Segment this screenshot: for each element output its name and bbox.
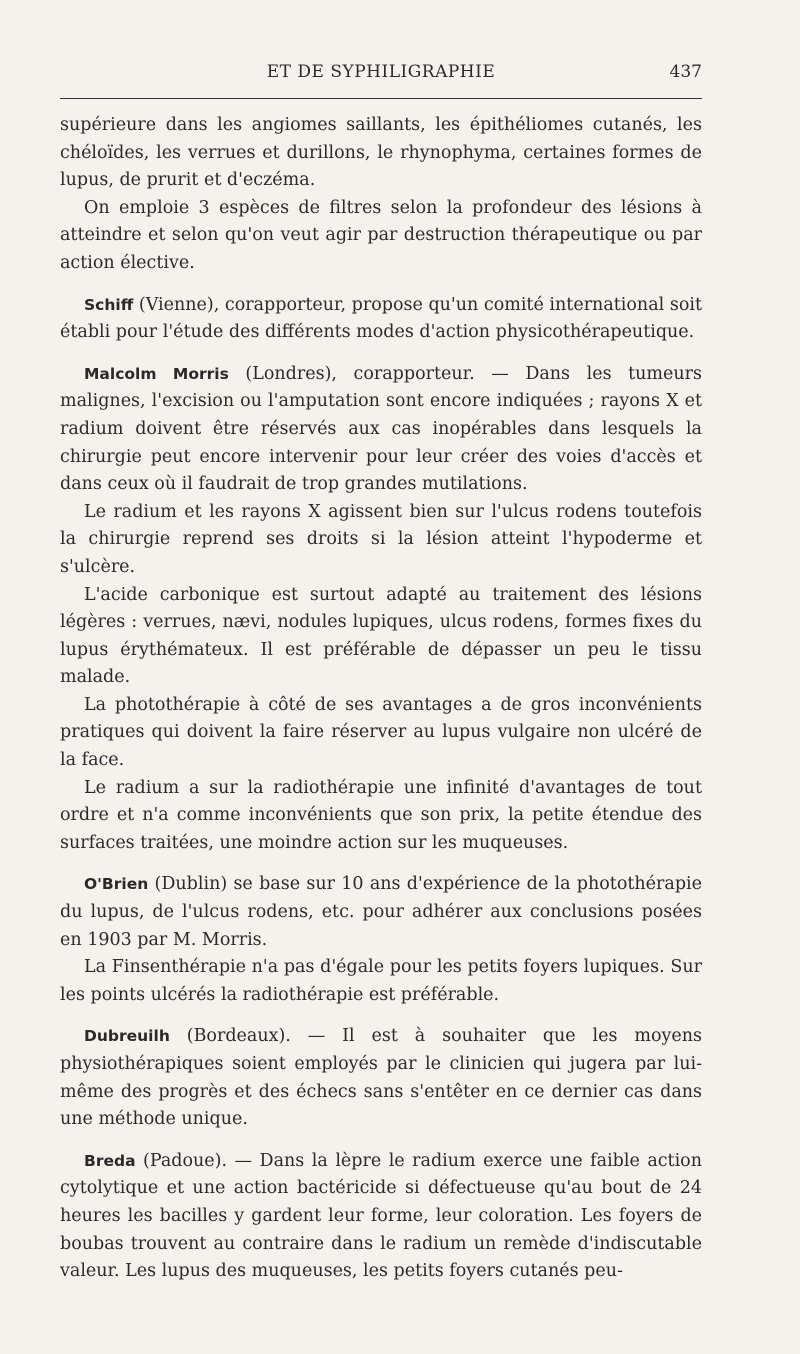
paragraph: L'acide carbonique est surtout adapté au traitement des lésions légères : verrues, nævi, nodules lupiques, ulcus rodens, formes fixes du lupus érythémateux. Il est préférable de dépasser un peu le tissu malade. bbox=[60, 584, 702, 688]
page-number: 437 bbox=[669, 62, 702, 82]
body-text bbox=[60, 112, 702, 1286]
speaker-name: Breda bbox=[84, 1151, 136, 1170]
speaker-name: Malcolm Morris bbox=[84, 364, 229, 383]
paragraph: Malcolm Morris (Londres), corapporteur. — Dans les tumeurs malignes, l'excision ou l'amputation sont encore indiquées ; rayons X et radium doivent être réservés aux cas inopérables dans lesquels la chirurgie peut encore intervenir pour leur créer des voies d'accès et dans ceux où il faudrait de trop grandes mutilations. bbox=[60, 363, 703, 495]
paragraph: supérieure dans les angiomes saillants, les épithéliomes cutanés, les chéloïdes, les verrues et durillons, le rhynophyma, certaines formes de lupus, de prurit et d'eczéma. bbox=[60, 115, 702, 191]
speaker-name: Schiff bbox=[84, 295, 134, 314]
paragraph: O'Brien (Dublin) se base sur 10 ans d'expérience de la photothérapie du lupus, de l'ulcus rodens, etc. pour adhérer aux conclusions posées en 1903 par M. Morris. bbox=[60, 874, 702, 950]
paragraph: La photothérapie à côté de ses avantages a de gros inconvénients pratiques qui doivent la faire réserver au lupus vulgaire non ulcéré de la face. bbox=[60, 694, 702, 771]
paragraph: Schiff (Vienne), corapporteur, propose qu'un comité international soit établi pour l'étude des différents modes d'action physicothérapeutique. bbox=[60, 294, 702, 343]
paragraph: La Finsenthérapie n'a pas d'égale pour les petits foyers lupiques. Sur les points ulcérés la radiothérapie est préférable. bbox=[60, 957, 702, 1005]
header-rule bbox=[60, 98, 702, 99]
paragraph: Le radium a sur la radiothérapie une infinité d'avantages de tout ordre et n'a comme inconvénients que son prix, la petite étendue des surfaces traitées, une moindre action sur les muqueuses. bbox=[60, 777, 702, 853]
page-header bbox=[60, 62, 702, 86]
paragraph: On emploie 3 espèces de filtres selon la profondeur des lésions à atteindre et selon qu'on veut agir par destruction thérapeutique ou par action élective. bbox=[60, 197, 702, 273]
paragraph: Dubreuilh (Bordeaux). — Il est à souhaiter que les moyens physiothérapiques soient employés par le clinicien qui jugera par lui-même des progrès et des échecs sans s'entêter en ce dernier cas dans une méthode unique. bbox=[60, 1026, 702, 1130]
running-title: ET DE SYPHILIGRAPHIE bbox=[266, 62, 496, 82]
speaker-name: O'Brien bbox=[84, 875, 149, 894]
speaker-name: Dubreuilh bbox=[84, 1027, 170, 1046]
paragraph: Breda (Padoue). — Dans la lèpre le radium exerce une faible action cytolytique et une action bactéricide si défectueuse qu'au bout de 24 heures les bacilles y gardent leur forme, leur coloration. Les foyers de boubas trouvent au contraire dans le radium un remède d'indiscutable valeur. Les lupus des muqueuses, les petits foyers cutanés peu- bbox=[60, 1150, 702, 1282]
paragraph: Le radium et les rayons X agissent bien sur l'ulcus rodens toutefois la chirurgie reprend ses droits si la lésion atteint l'hypoderme et s'ulcère. bbox=[60, 501, 702, 577]
